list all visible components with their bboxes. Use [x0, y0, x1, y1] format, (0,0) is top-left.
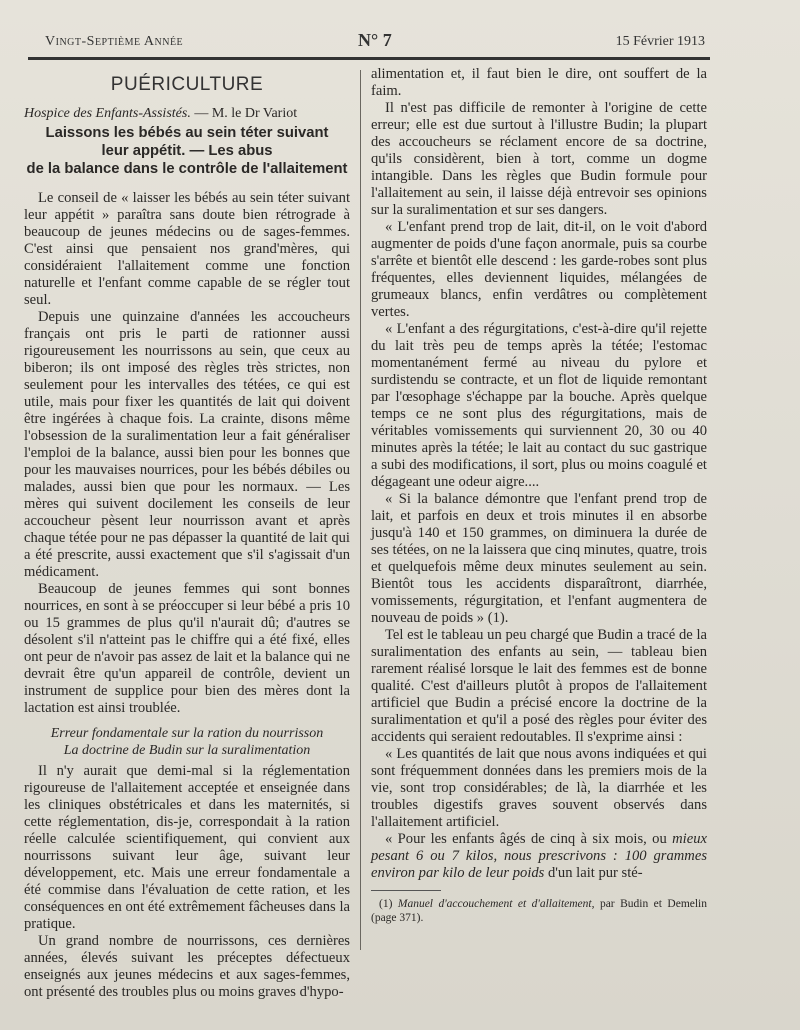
headline-line: Laissons les bébés au sein téter suivant — [45, 125, 329, 141]
footnote-source: par Budin et Demelin (page 371). — [371, 898, 708, 924]
byline-place: Hospice des Enfants-Assistés. — [24, 106, 191, 121]
byline — [24, 105, 350, 122]
italic-text-run: mieux pesant 6 ou 7 kilos, nous prescrivons : 100 grammes environ par kilo de leur poids — [371, 831, 707, 881]
paragraph: Tel est le tableau un peu chargé que Budin a tracé de la suralimentation des enfants au sein, — tableau bien rarement réalisé lorsque le lait des femmes est de bonne qualité. C'est d'ailleurs plutôt à propos de l'allaitement artificiel que Budin a précisé encore la doctrine de la suralimentation et qu'il a posé des règles pour éviter des accidents qui seraient redoutables. Il s'exprime ainsi : — [371, 627, 707, 745]
footnote-number: (1) — [379, 898, 398, 910]
header-rule — [28, 57, 710, 60]
volume-year: Vingt-Septième Année — [45, 34, 184, 49]
paragraph: Beaucoup de jeunes femmes qui sont bonnes nourrices, en sont à se préoccuper si leur bébé a pris 10 ou 15 grammes de plus qu'il n'aurait dû; d'autres se désolent s'il n'atteint pas le chiffre qui a été fixé, elles ont peur de n'avoir pas assez de lait et la balance qui ne devrait être qu'un appareil de contrôle, devient un instrument de supplice pour bien des mères dont la lactation est ainsi troublée. — [24, 581, 350, 716]
left-column — [24, 66, 350, 1001]
paragraph: « Si la balance démontre que l'enfant prend trop de lait, et parfois en deux et trois minutes il en absorbe jusqu'à 140 et 150 grammes, on diminuera la durée de ses tétées, on ne la laissera que cinq minutes, quatre, trois et quelquefois même deux minutes seulement au sein. Bientôt tous les accidents disparaîtront, diarrhée, vomissements, régurgitation, et l'enfant augmentera de nouveau de poids » (1). — [371, 491, 707, 626]
text-run: « Pour les enfants âgés de cinq à six mois, ou — [385, 831, 673, 847]
paragraph — [371, 831, 707, 882]
subheading-line: Erreur fondamentale sur la ration du nourrisson — [50, 726, 324, 741]
page-header — [40, 28, 705, 54]
right-column — [371, 66, 707, 925]
article-headline — [24, 124, 350, 178]
subheading — [24, 725, 350, 759]
issue-date: 15 Février 1913 — [615, 34, 705, 49]
footnote-rule — [371, 890, 441, 891]
byline-author: — M. le Dr Variot — [194, 106, 298, 121]
footnote — [371, 897, 707, 925]
section-title: PUÉRICULTURE — [110, 74, 264, 95]
paragraph: Le conseil de « laisser les bébés au sein téter suivant leur appétit » paraîtra sans doute bien rétrograde à beaucoup de jeunes médecins ou de sages-femmes. C'est ainsi que pensaient nos grand'mères, qui considéraient l'allaitement comme une fonction naturelle et l'enfant comme capable de se régler tout seul. — [24, 190, 350, 308]
headline-line: de la balance dans le contrôle de l'allaitement — [26, 161, 348, 177]
paragraph: « L'enfant prend trop de lait, dit-il, on le voit d'abord augmenter de poids d'une façon anormale, puis sa courbe s'arrête et bientôt elle descend : les garde-robes sont plus fréquentes, elles deviennent liquides, mélangées de grumeaux blancs, enfin verdâtres ou complètement vertes. — [371, 219, 707, 320]
footnote-title: Manuel d'accouchement et d'allaitement, — [397, 898, 595, 910]
headline-line: leur appétit. — Les abus — [101, 143, 273, 159]
paragraph: « L'enfant a des régurgitations, c'est-à-dire qu'il rejette du lait très peu de temps après la tétée; l'estomac momentanément fermé au niveau du pylore et surdistendu se contracte, et un flot de liquide remontant par l'œsophage s'échappe par la bouche. Après quelque temps ce ne sont plus des régurgitations, mais de véritables vomissements qui surviennent 20, 30 ou 40 minutes après la tétée; le lait au contact du suc gastrique a subi des modifications, il sort, plus ou moins coagulé et dégageant une odeur aigre.... — [371, 321, 707, 490]
paragraph: Depuis une quinzaine d'années les accoucheurs français ont pris le parti de rationner aussi rigoureusement les nourrissons au sein, que ceux au biberon; ils ont imposé des règles très strictes, non seulement pour les intervalles des tétées, ce qui est utile, mais pour fixer les quantités de lait qui doivent être ingérées à chaque fois. La crainte, disons même l'obsession de la suralimentation leur a fait généraliser l'emploi de la balance, aussi bien pour les bonnes que pour les mauvaises nourrices, pour les bébés débiles ou malades, aussi bien que pour les normaux. — Les mères qui suivent docilement les conseils de leur accoucheur pèsent leur nourrisson avant et après chaque tétée pour ne pas dépasser la quantité de lait qui a été prescrite, aussi exactement que s'il s'agissait d'un médicament. — [24, 309, 350, 580]
text-run: d'un lait pur sté- — [544, 865, 643, 881]
paragraph: Il n'y aurait que demi-mal si la réglementation rigoureuse de l'allaitement acceptée et enseignée dans les cliniques obstétricales et dans les maternités, si cette réglementation, dis-je, correspondait à la ration réelle calculée scientifiquement, qui convient aux nourrissons suivant leur âge, suivant leur développement, etc. Mais une erreur fondamentale a été commise dans l'évaluation de cette ration, et les conséquences en ont été extrêmement fâcheuses dans la pratique. — [24, 763, 350, 932]
column-divider — [360, 70, 361, 950]
paragraph: Il n'est pas difficile de remonter à l'origine de cette erreur; elle est due surtout à l'illustre Budin; la plupart des accoucheurs se réclament encore de sa doctrine, qu'ils considèrent, bien à tort, comme un dogme intangible. Dans les règles que Budin formule pour l'allaitement au sein, il laisse déjà entrevoir ses opinions sur la suralimentation et sur ses dangers. — [371, 100, 707, 218]
paragraph: « Les quantités de lait que nous avons indiquées et qui sont fréquemment données dans les premiers mois de la vie, sont trop considérables; de là, la diarrhée et les troubles digestifs graves souvent observés dans l'allaitement artificiel. — [371, 746, 707, 830]
issue-number: N° 7 — [358, 30, 392, 50]
paragraph: Un grand nombre de nourrissons, ces dernières années, élevés suivant les préceptes défectueux enseignés aux jeunes médecins et aux sages-femmes, ont présenté des troubles plus ou moins graves d'hypo- — [24, 933, 350, 1000]
paragraph: alimentation et, il faut bien le dire, ont souffert de la faim. — [371, 66, 707, 99]
subheading-line: La doctrine de Budin sur la suralimentation — [63, 743, 311, 758]
